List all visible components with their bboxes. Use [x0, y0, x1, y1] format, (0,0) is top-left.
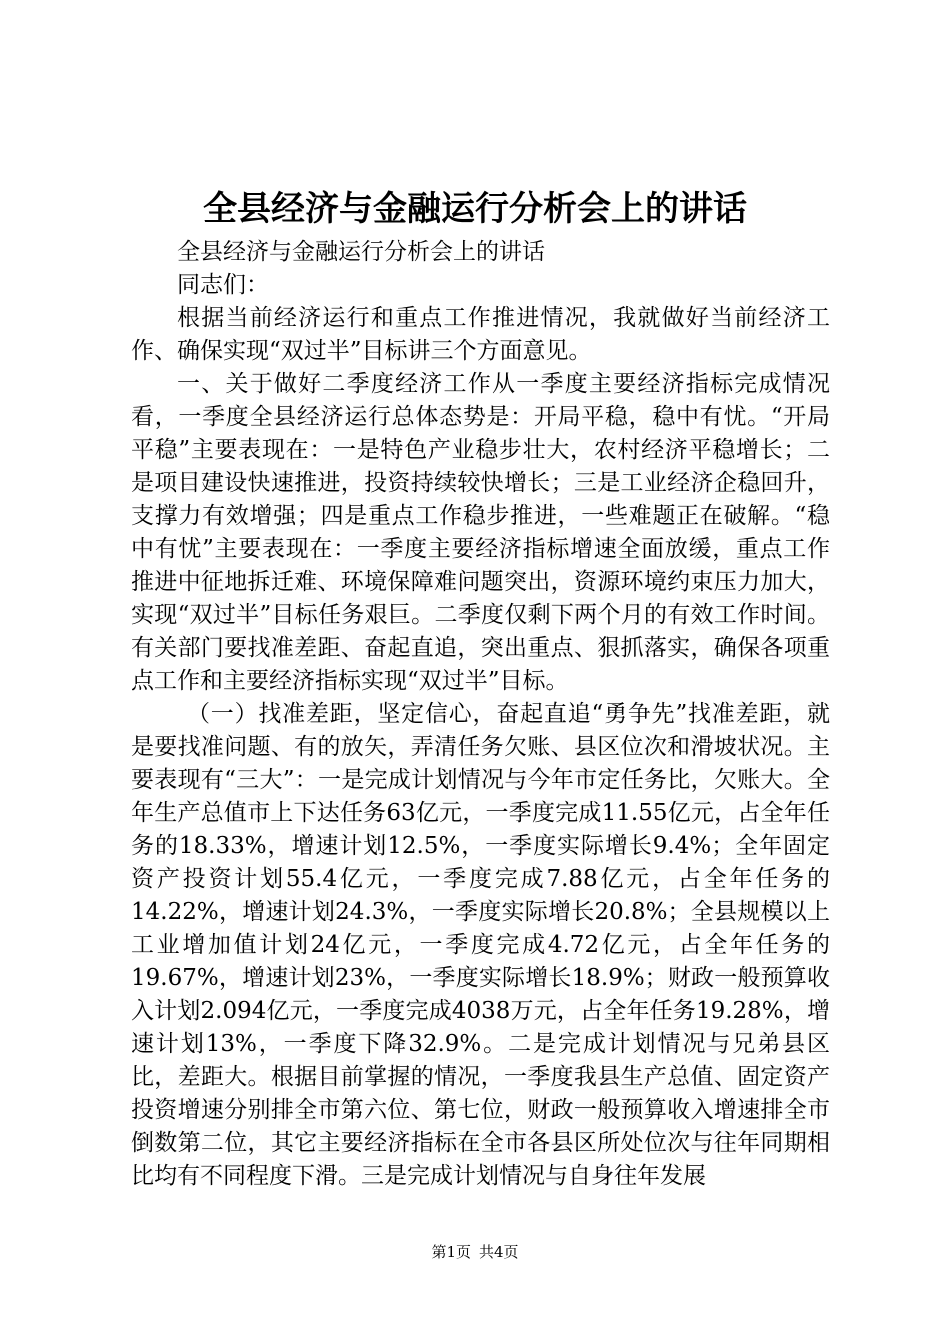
salutation-paragraph: 同志们：: [177, 272, 269, 298]
subtitle-paragraph: 全县经济与金融运行分析会上的讲话: [177, 239, 545, 265]
document-body: [131, 236, 830, 1193]
document-title: 全县经济与金融运行分析会上的讲话: [203, 189, 747, 229]
page-total: 共4页: [479, 1243, 519, 1261]
section-one-paragraph: 一、关于做好二季度经济工作从一季度主要经济指标完成情况看，一季度全县经济运行总体态势是：开局平稳，稳中有忧。“开局平稳”主要表现在：一是特色产业稳步壮大，农村经济平稳增长；二是项目建设快速推进，投资持续较快增长；三是工业经济企稳回升，支撑力有效增强；四是重点工作稳步推进，一些难题正在破解。“稳中有忧”主要表现在：一季度主要经济指标增速全面放缓，重点工作推进中征地拆迁难、环境保障难问题突出，资源环境约束压力加大，实现“双过半”目标任务艰巨。二季度仅剩下两个月的有效工作时间。有关部门要找准差距、奋起直追，突出重点、狠抓落实，确保各项重点工作和主要经济指标实现“双过半”目标。: [131, 371, 830, 694]
subsection-one-paragraph: （一）找准差距，坚定信心，奋起直追“勇争先”找准差距，就是要找准问题、有的放矢，弄清任务欠账、县区位次和滑坡状况。主要表现有“三大”：一是完成计划情况与今年市定任务比，欠账大。全年生产总值市上下达任务63亿元，一季度完成11.55亿元，占全年任务的18.33%，增速计划12.5%，一季度实际增长9.4%；全年固定资产投资计划55.4亿元，一季度完成7.88亿元，占全年任务的14.22%，增速计划24.3%，一季度实际增长20.8%；全县规模以上工业增加值计划24亿元，一季度完成4.72亿元，占全年任务的19.67%，增速计划23%，一季度实际增长18.9%；财政一般预算收入计划2.094亿元，一季度完成4038万元，占全年任务19.28%，增速计划13%，一季度下降32.9%。二是完成计划情况与兄弟县区比，差距大。根据目前掌握的情况，一季度我县生产总值、固定资产投资增速分别排全市第六位、第七位，财政一般预算收入增速排全市倒数第二位，其它主要经济指标在全市各县区所处位次与往年同期相比均有不同程度下滑。三是完成计划情况与自身往年发展: [131, 701, 830, 1189]
intro-paragraph: 根据当前经济运行和重点工作推进情况，我就做好当前经济工作、确保实现“双过半”目标讲三个方面意见。: [131, 305, 830, 364]
page-footer: [0, 1242, 950, 1262]
page-number: 第1页: [431, 1243, 471, 1261]
